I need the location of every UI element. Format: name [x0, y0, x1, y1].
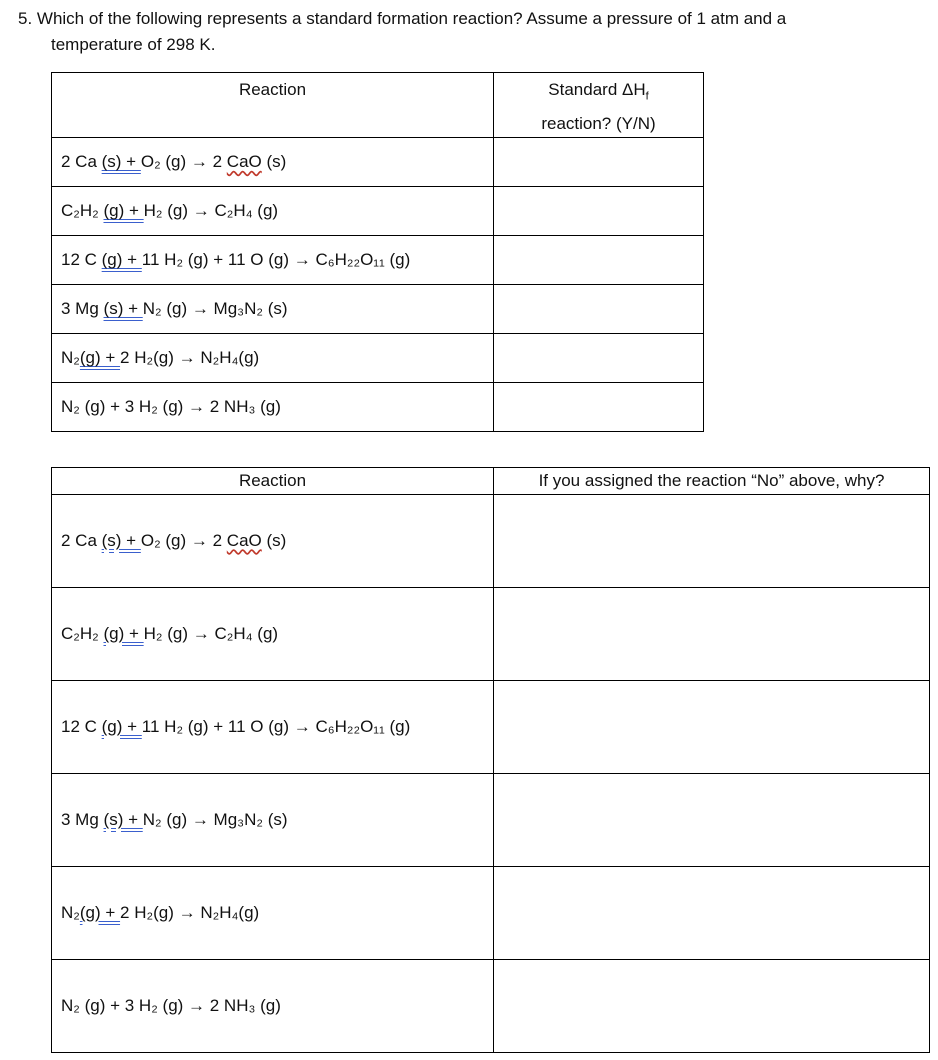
why-answer-cell[interactable] [494, 588, 930, 681]
reaction-cell: C₂H₂ (g) + H₂ (g) → C₂H₄ (g) [52, 588, 494, 681]
reaction-cell: 12 C (g) + 11 H₂ (g) + 11 O (g) → C₆H₂₂O₁₁ (g) [52, 236, 494, 285]
question-line-1: 5. Which of the following represents a standard formation reaction? Assume a pressure of 1 atm and a [18, 9, 787, 28]
reaction-cell: N₂ (g) + 3 H₂ (g) → 2 NH₃ (g) [52, 383, 494, 432]
why-answer-cell[interactable] [494, 960, 930, 1053]
yn-answer-cell[interactable] [494, 383, 704, 432]
table-row [52, 960, 930, 1053]
table-row [52, 138, 704, 187]
reaction-cell: C₂H₂ (g) + H₂ (g) → C₂H₄ (g) [52, 187, 494, 236]
reaction-cell: N₂(g) + 2 H₂(g) → N₂H₄(g) [52, 867, 494, 960]
why-column-header: If you assigned the reaction “No” above, why? [494, 468, 930, 495]
formation-yn-table [51, 72, 704, 432]
yn-header-text-2: reaction? (Y/N) [541, 114, 656, 134]
yn-column-header [494, 73, 704, 138]
question-text [18, 6, 933, 58]
table-row [52, 285, 704, 334]
yn-answer-cell[interactable] [494, 187, 704, 236]
table-header-row [52, 73, 704, 138]
reaction-cell: 12 C (g) + 11 H₂ (g) + 11 O (g) → C₆H₂₂O₁₁ (g) [52, 681, 494, 774]
yn-answer-cell[interactable] [494, 236, 704, 285]
why-answer-cell[interactable] [494, 867, 930, 960]
reaction-column-header: Reaction [52, 73, 494, 138]
reaction-cell: 3 Mg (s) + N₂ (g) → Mg₃N₂ (s) [52, 774, 494, 867]
reaction-cell: N₂ (g) + 3 H₂ (g) → 2 NH₃ (g) [52, 960, 494, 1053]
reaction-cell: N₂(g) + 2 H₂(g) → N₂H₄(g) [52, 334, 494, 383]
table-row [52, 383, 704, 432]
question-line-2: temperature of 298 K. [51, 35, 216, 54]
table-row [52, 236, 704, 285]
yn-header-subscript: f [645, 90, 649, 103]
table-row [52, 588, 930, 681]
explanation-table [51, 467, 930, 1053]
yn-header-text: Standard ΔH [548, 80, 646, 99]
table-row [52, 187, 704, 236]
table-row [52, 867, 930, 960]
reaction-cell: 3 Mg (s) + N₂ (g) → Mg₃N₂ (s) [52, 285, 494, 334]
yn-answer-cell[interactable] [494, 285, 704, 334]
yn-answer-cell[interactable] [494, 334, 704, 383]
table-row [52, 681, 930, 774]
why-answer-cell[interactable] [494, 495, 930, 588]
reaction-cell: 2 Ca (s) + O₂ (g) → 2 CaO (s) [52, 138, 494, 187]
table-row [52, 774, 930, 867]
reaction-cell: 2 Ca (s) + O₂ (g) → 2 CaO (s) [52, 495, 494, 588]
yn-answer-cell[interactable] [494, 138, 704, 187]
why-answer-cell[interactable] [494, 681, 930, 774]
reaction-column-header: Reaction [52, 468, 494, 495]
table-header-row [52, 468, 930, 495]
table-row [52, 334, 704, 383]
why-answer-cell[interactable] [494, 774, 930, 867]
table-row [52, 495, 930, 588]
